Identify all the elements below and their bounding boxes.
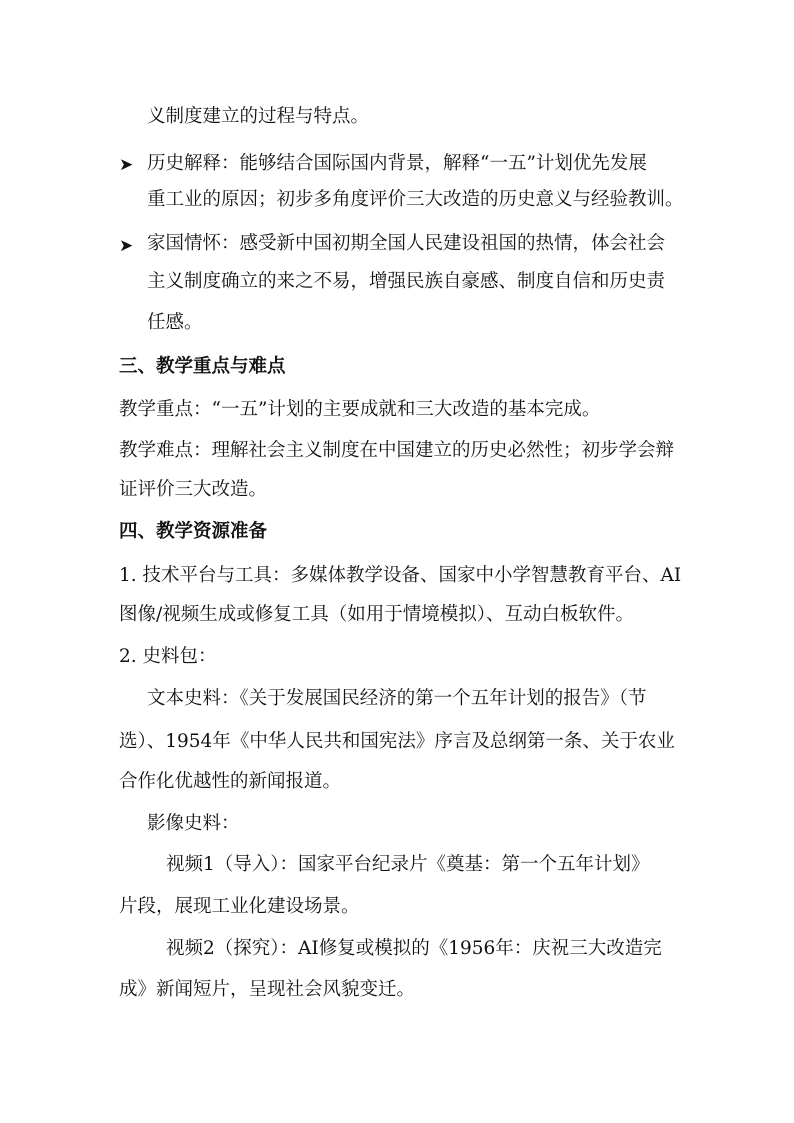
- patriotism-line-1: 家国情怀：感受新中国初期全国人民建设祖国的热情，体会社会: [147, 233, 666, 254]
- technical-platform-line-2: 图像/视频生成或修复工具（如用于情境模拟）、互动白板软件。: [119, 604, 634, 625]
- historical-materials-label: 2. 史料包：: [119, 646, 217, 667]
- arrowhead-bullet-icon: ➤: [119, 155, 134, 175]
- section-4-heading: 四、教学资源准备: [119, 521, 268, 542]
- video-2-line-2: 成》新闻短片，呈现社会风貌变迁。: [119, 979, 416, 1000]
- text-materials-line-3: 合作化优越性的新闻报道。: [119, 771, 342, 792]
- video-2-line-1: 视频2（探究）：AI修复或模拟的《1956年：庆祝三大改造完: [166, 938, 662, 959]
- patriotism-line-3: 任感。: [147, 312, 203, 333]
- patriotism-line-2: 主义制度确立的来之不易，增强民族自豪感、制度自信和历史责: [147, 271, 666, 292]
- teaching-focus-line: 教学重点：“一五”计划的主要成就和三大改造的基本完成。: [119, 399, 601, 420]
- section-3-heading: 三、教学重点与难点: [119, 356, 286, 377]
- video-1-line-2: 片段，展现工业化建设场景。: [119, 896, 360, 917]
- objectives-continuation-line: 义制度建立的过程与特点。: [147, 106, 370, 127]
- teaching-difficulty-line-2: 证评价三大改造。: [119, 479, 268, 500]
- video-1-line-1: 视频1（导入）：国家平台纪录片《奠基：第一个五年计划》: [166, 854, 650, 875]
- technical-platform-line-1: 1. 技术平台与工具：多媒体教学设备、国家中小学智慧教育平台、AI: [119, 565, 682, 586]
- historical-explanation-line-1: 历史解释：能够结合国际国内背景，解释“一五”计划优先发展: [147, 153, 647, 174]
- teaching-difficulty-line-1: 教学难点：理解社会主义制度在中国建立的历史必然性；初步学会辩: [119, 440, 675, 461]
- arrowhead-bullet-icon: ➤: [119, 236, 134, 256]
- text-materials-line-1: 文本史料：《关于发展国民经济的第一个五年计划的报告》（节: [147, 688, 647, 709]
- text-materials-line-2: 选）、1954年《中华人民共和国宪法》序言及总纲第一条、关于农业: [119, 731, 675, 752]
- historical-explanation-line-2: 重工业的原因；初步多角度评价三大改造的历史意义与经验教训。: [147, 189, 684, 210]
- video-materials-label: 影像史料：: [147, 813, 240, 834]
